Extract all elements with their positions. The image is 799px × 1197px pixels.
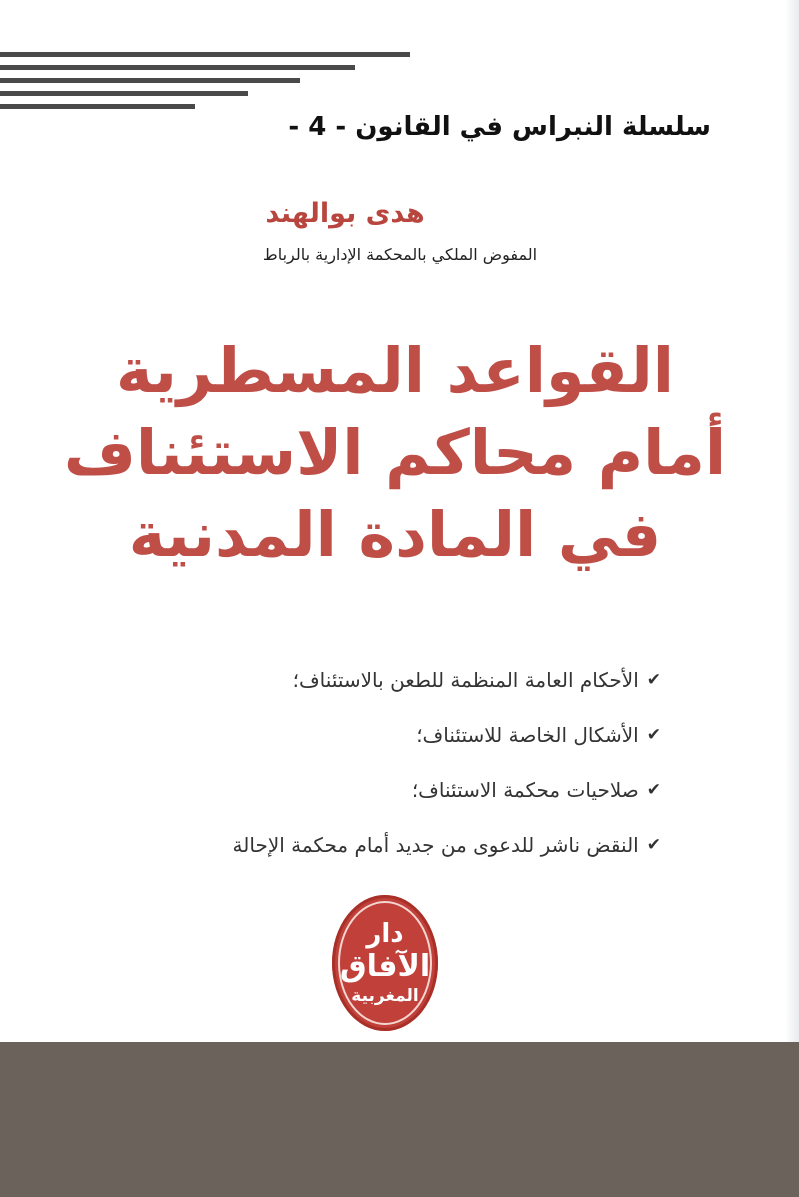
- book-title: [0, 330, 790, 576]
- check-icon: ✔: [646, 724, 661, 745]
- logo-text-bottom: المغربية: [351, 986, 419, 1006]
- list-item-text: الأشكال الخاصة للاستئناف؛: [416, 722, 639, 747]
- list-item: [233, 707, 661, 762]
- contents-list: [233, 652, 661, 872]
- check-icon: ✔: [646, 779, 661, 800]
- decorative-stripe: [0, 78, 300, 83]
- check-icon: ✔: [646, 669, 661, 690]
- list-item: [233, 817, 661, 872]
- list-item-text: الأحكام العامة المنظمة للطعن بالاستئناف؛: [292, 667, 639, 692]
- series-title: سلسلة النبراس في القانون - 4 -: [288, 112, 711, 142]
- list-item: [233, 652, 661, 707]
- book-title-line: في المادة المدنية: [128, 498, 662, 571]
- author-name: هدى بوالهند: [265, 198, 425, 229]
- bottom-band: [0, 1042, 799, 1197]
- decorative-stripe: [0, 52, 410, 57]
- logo-text-top: دار: [366, 919, 404, 949]
- decorative-stripe: [0, 104, 195, 109]
- check-icon: ✔: [646, 834, 661, 855]
- decorative-stripe: [0, 91, 248, 96]
- author-position: المفوض الملكي بالمحكمة الإدارية بالرباط: [262, 245, 538, 264]
- list-item: [233, 762, 661, 817]
- list-item-text: النقض ناشر للدعوى من جديد أمام محكمة الإحالة: [232, 832, 639, 857]
- logo-text-middle: الآفاق: [339, 949, 431, 984]
- list-item-text: صلاحيات محكمة الاستئناف؛: [411, 777, 639, 802]
- decorative-stripe: [0, 65, 355, 70]
- book-title-line: أمام محاكم الاستئناف: [63, 416, 727, 489]
- book-title-line: القواعد المسطرية: [115, 334, 675, 407]
- publisher-logo: [332, 895, 438, 1031]
- logo-ring: [338, 901, 432, 1025]
